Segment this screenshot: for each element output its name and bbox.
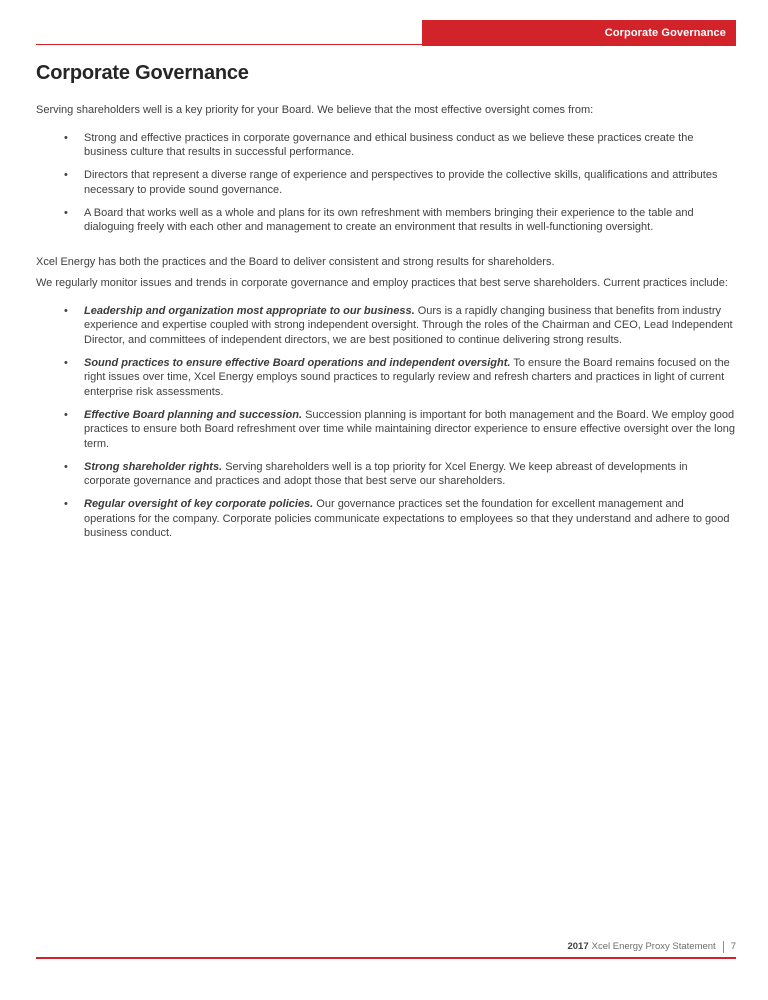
practice-lead: Strong shareholder rights. <box>84 460 223 473</box>
practice-lead: Regular oversight of key corporate policies. <box>84 498 314 510</box>
page-title: Corporate Governance <box>36 62 249 84</box>
footer-label: Xcel Energy Proxy Statement <box>591 941 716 952</box>
bullet-icon: • <box>64 206 68 219</box>
list-item-text: Directors that represent a diverse range of experience and perspectives to provide the collective skills, qualifications and attributes necessary to provide sound governance. <box>84 169 718 196</box>
bullet-icon: • <box>64 356 68 369</box>
bullet-icon: • <box>64 169 68 181</box>
monitor-practices-paragraph: We regularly monitor issues and trends in corporate governance and employ practices that best serve shareholders. Current practices include: <box>36 277 728 289</box>
practice-text: Ours is a rapidly changing business that benefits from industry experience and expertise coupled with strong independent oversight. Through the roles of the Chairman and CEO, Lead Independent Director, and committees of independent directors, we are best positioned to continue delivering strong results. <box>84 304 733 346</box>
bullet-icon: • <box>64 498 68 510</box>
running-head-rule <box>36 20 736 45</box>
practice-lead: Sound practices to ensure effective Board operations and independent oversight. <box>84 356 511 369</box>
list-item <box>36 131 736 160</box>
page-content <box>36 45 736 549</box>
oversight-points-list <box>36 131 736 235</box>
bullet-icon: • <box>64 304 68 317</box>
practice-lead: Effective Board planning and succession. <box>84 408 303 421</box>
footer-divider <box>723 941 724 953</box>
current-practices-list <box>36 304 736 541</box>
practice-text: Serving shareholders well is a top priority for Xcel Energy. We keep abreast of developments in corporate governance and practices and adopt those that best serve our shareholders. <box>84 460 688 487</box>
list-item <box>36 356 736 400</box>
bullet-icon: • <box>64 460 68 473</box>
intro-paragraph: Serving shareholders well is a key priority for your Board. We believe that the most effective oversight comes from: <box>36 104 594 116</box>
list-item-text: Strong and effective practices in corporate governance and ethical business conduct as we believe these practices create the business culture that results in successful performance. <box>84 131 694 158</box>
footer-rule <box>36 957 736 959</box>
list-item <box>36 168 736 197</box>
section-badge: Corporate Governance <box>422 20 736 46</box>
board-results-paragraph: Xcel Energy has both the practices and the Board to deliver consistent and strong results for shareholders. <box>36 255 555 268</box>
list-item <box>36 408 736 452</box>
list-item <box>36 497 736 541</box>
list-item <box>36 206 736 235</box>
page-footer <box>567 940 736 953</box>
bullet-icon: • <box>64 408 68 421</box>
practice-text: Succession planning is important for both management and the Board. We employ good practices to ensure both Board refreshment over time while maintaining director experience to ensure effective oversight over the long term. <box>84 408 735 450</box>
page-number: 7 <box>730 941 736 952</box>
practice-text: To ensure the Board remains focused on the right issues over time, Xcel Energy employs sound practices to regularly review and refresh charters and practices in light of current enterprise risk assessments. <box>84 356 730 398</box>
list-item <box>36 304 736 348</box>
list-item-text: A Board that works well as a whole and plans for its own refreshment with members bringing their experience to the table and dialoguing freely with each other and management to create an environment that results in well-functioning oversight. <box>84 206 694 233</box>
list-item <box>36 460 736 489</box>
practice-text: Our governance practices set the foundation for excellent management and operations for the company. Corporate policies communicate expectations to employees so that they understand and adhere to good business conduct. <box>84 498 730 539</box>
footer-year: 2017 <box>567 941 589 952</box>
practice-lead: Leadership and organization most appropriate to our business. <box>84 304 415 317</box>
bullet-icon: • <box>64 131 68 144</box>
